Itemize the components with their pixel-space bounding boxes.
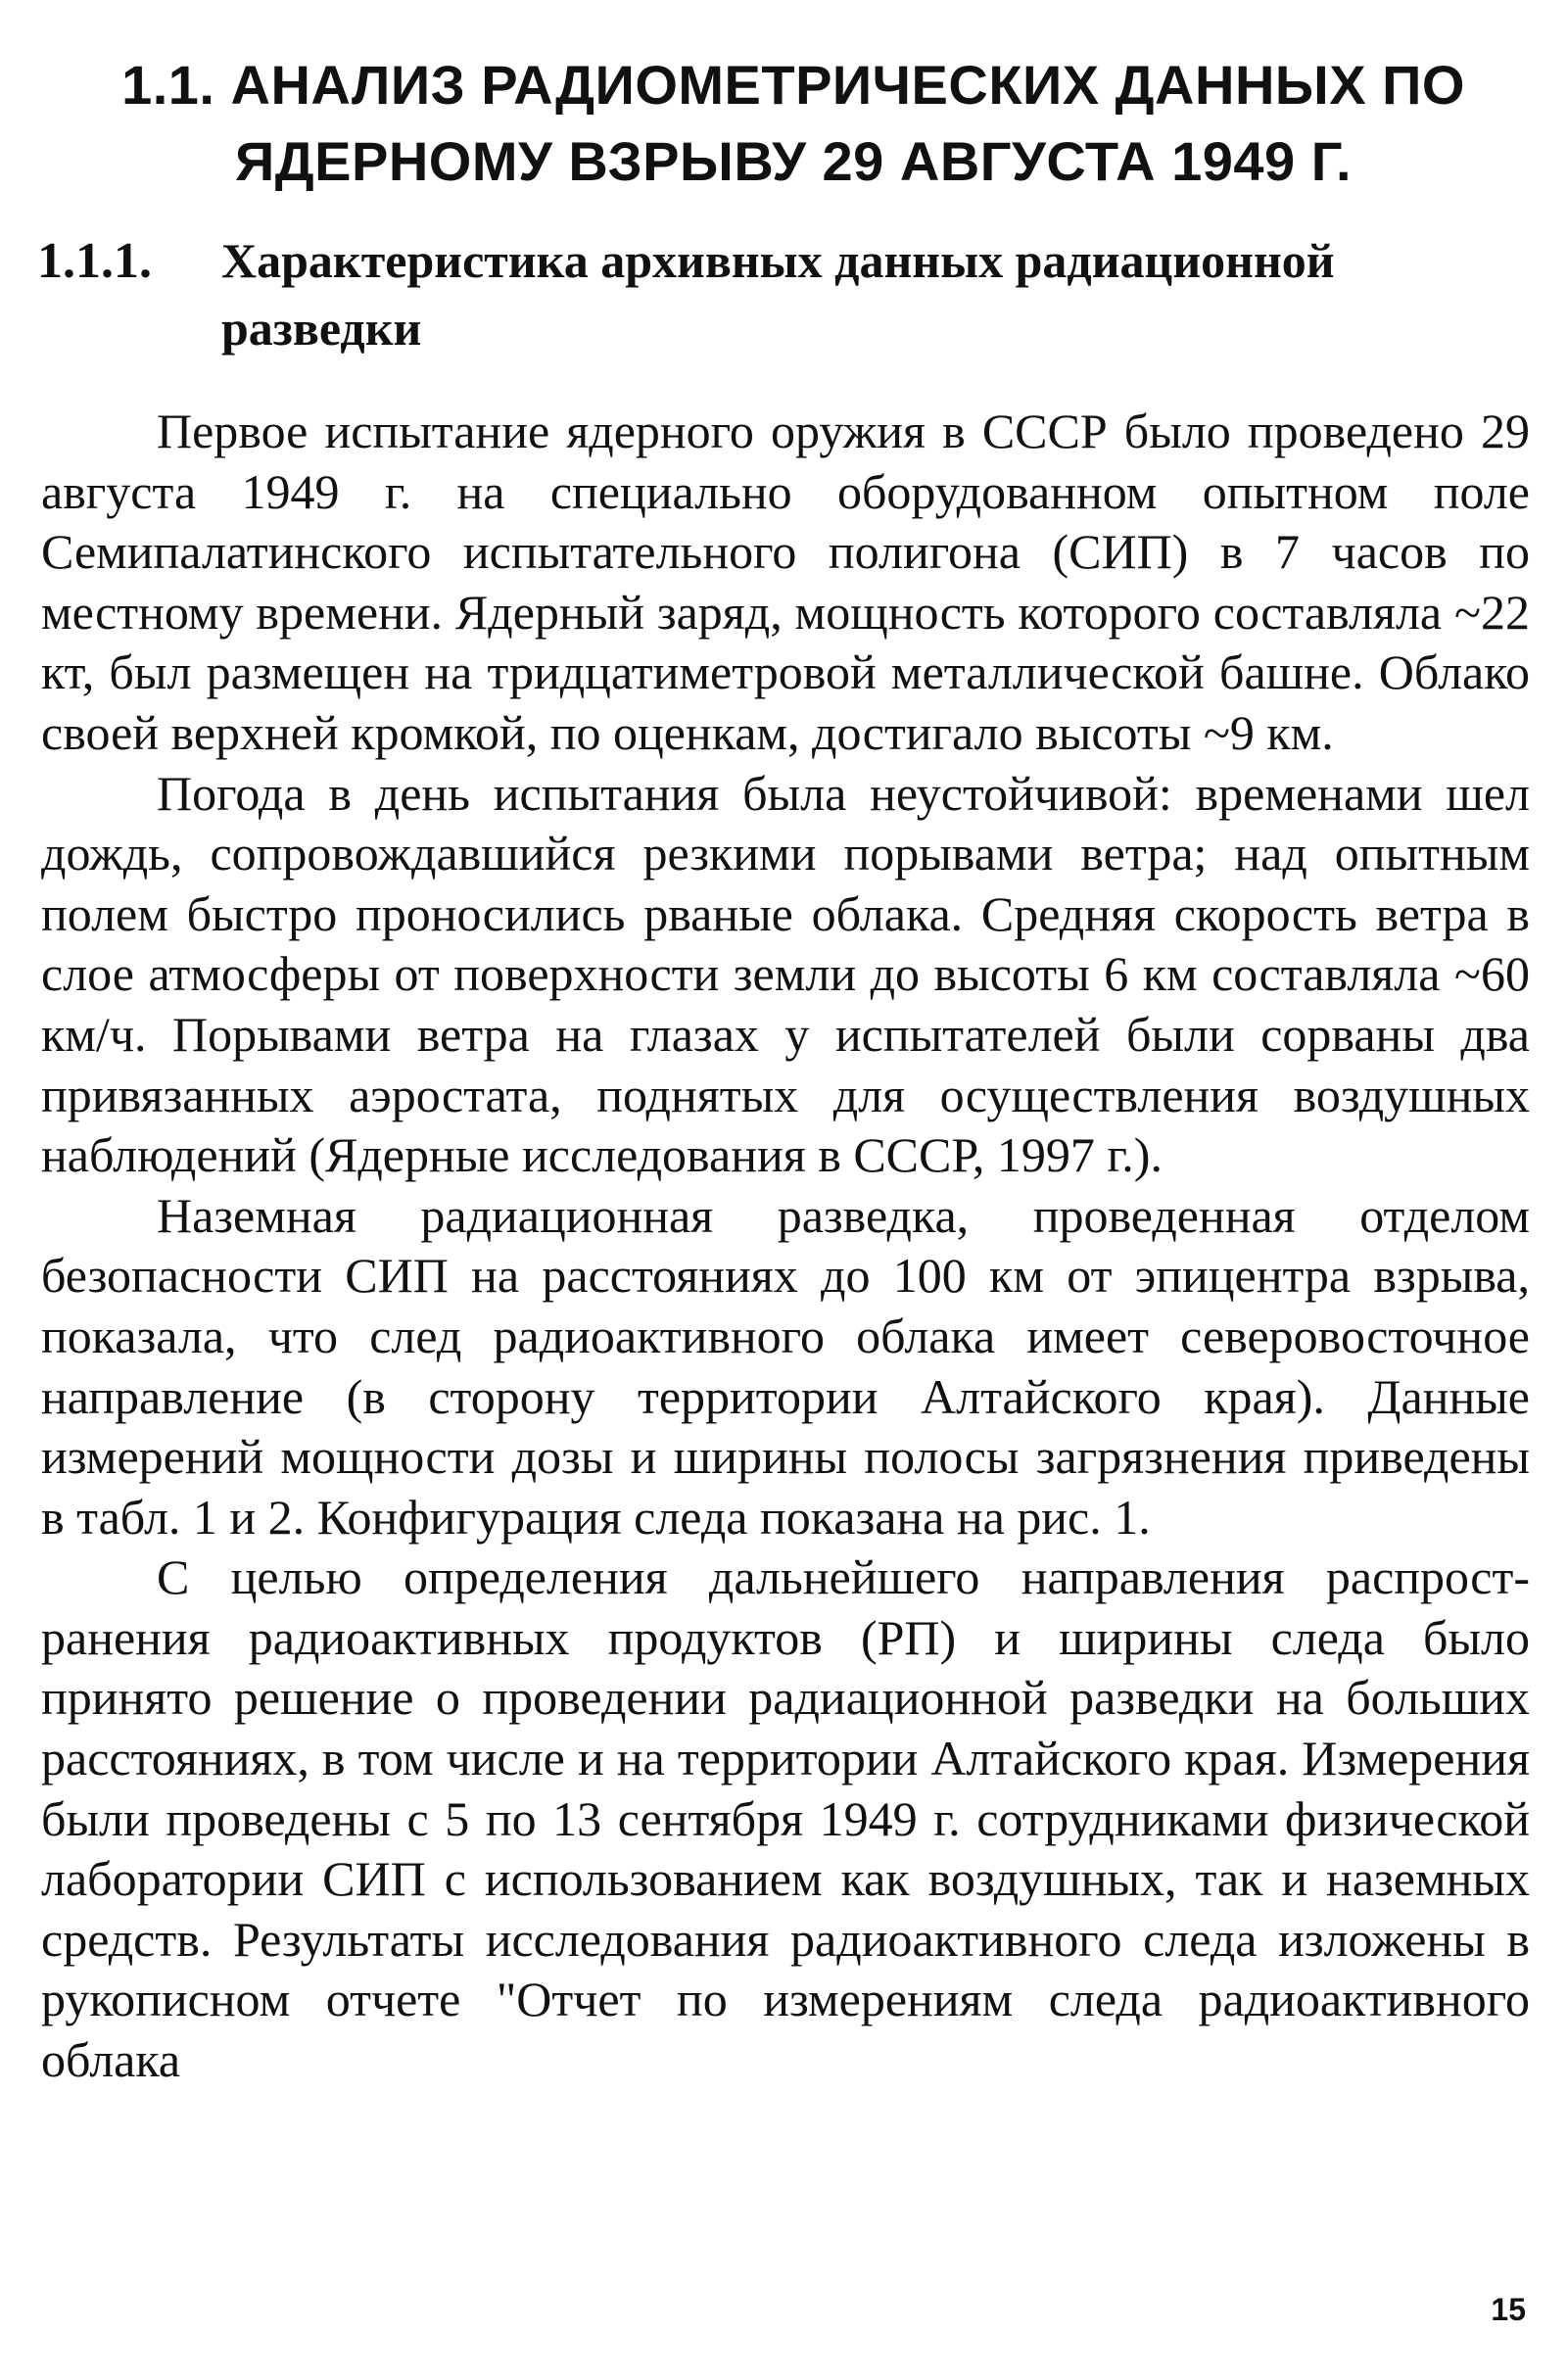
paragraph: С целью определения дальнейшего направления распространения радиоактивных продуктов (РП) и ширины следа было принято решение о проведении радиационной разведки на больших расстояниях, в том числе и на территории Алтайского края. Измерения были проведены с 5 по 13 сентября 1949 г. сотрудниками физической лаборатории СИП с использованием как воздушных, так и наземных средств. Результаты исследования радиоактивного следа изложены в рукописном отчете "Отчет по измерениям следа радиоактивного облака xyxy=(41,1549,1530,2088)
section-title-line2: разведки xyxy=(221,301,422,356)
section-number: 1.1.1. xyxy=(37,233,152,289)
page-number: 15 xyxy=(1491,2292,1526,2327)
body-text xyxy=(41,402,1530,2091)
paragraph: Погода в день испытания была неустойчивой: временами шел дождь, сопровождавшийся резкими порывами ветра; над опытным полем быстро проносились рваные облака. Средняя скорость ветра в слое атмосферы от поверхности земли до высоты 6 км составляла ~60 км/ч. Порывами ветра на глазах у испытателей были сорваны два привязанных аэростата, поднятых для осуществления воздушных наблюдений (Ядерные исследования в СССР, 1997 г.). xyxy=(41,765,1530,1183)
paragraph: Первое испытание ядерного оружия в СССР было проведено 29 августа 1949 г. на специально оборудованном опытном поле Семипалатинского испытательного полигона (СИП) в 7 часов по местному времени. Ядерный заряд, мощность которого составляла ~22 кт, был размещен на тридцатиметровой металлической башне. Облако своей верхней кромкой, по оценкам, достигало высоты ~9 км. xyxy=(41,404,1530,760)
section-heading xyxy=(37,227,1536,361)
paragraph: Наземная радиационная разведка, проведенная отделом безопасности СИП на расстояниях до 100 км от эпицентра взрыва, показала, что след радиоактивного облака имеет северовосточное направление (в сторону территории Алтайского края). Данные измерений мощности дозы и ширины полосы загрязнения приведены в табл. 1 и 2. Конфигурация следа показана на рис. 1. xyxy=(41,1187,1530,1545)
chapter-title: 1.1. АНАЛИЗ РАДИОМЕТРИЧЕСКИХ ДАННЫХ ПО ЯДЕРНОМУ ВЗРЫВУ 29 АВГУСТА 1949 Г. xyxy=(121,54,1465,192)
section-title-line1: Характеристика архивных данных радиационной xyxy=(221,233,1335,288)
